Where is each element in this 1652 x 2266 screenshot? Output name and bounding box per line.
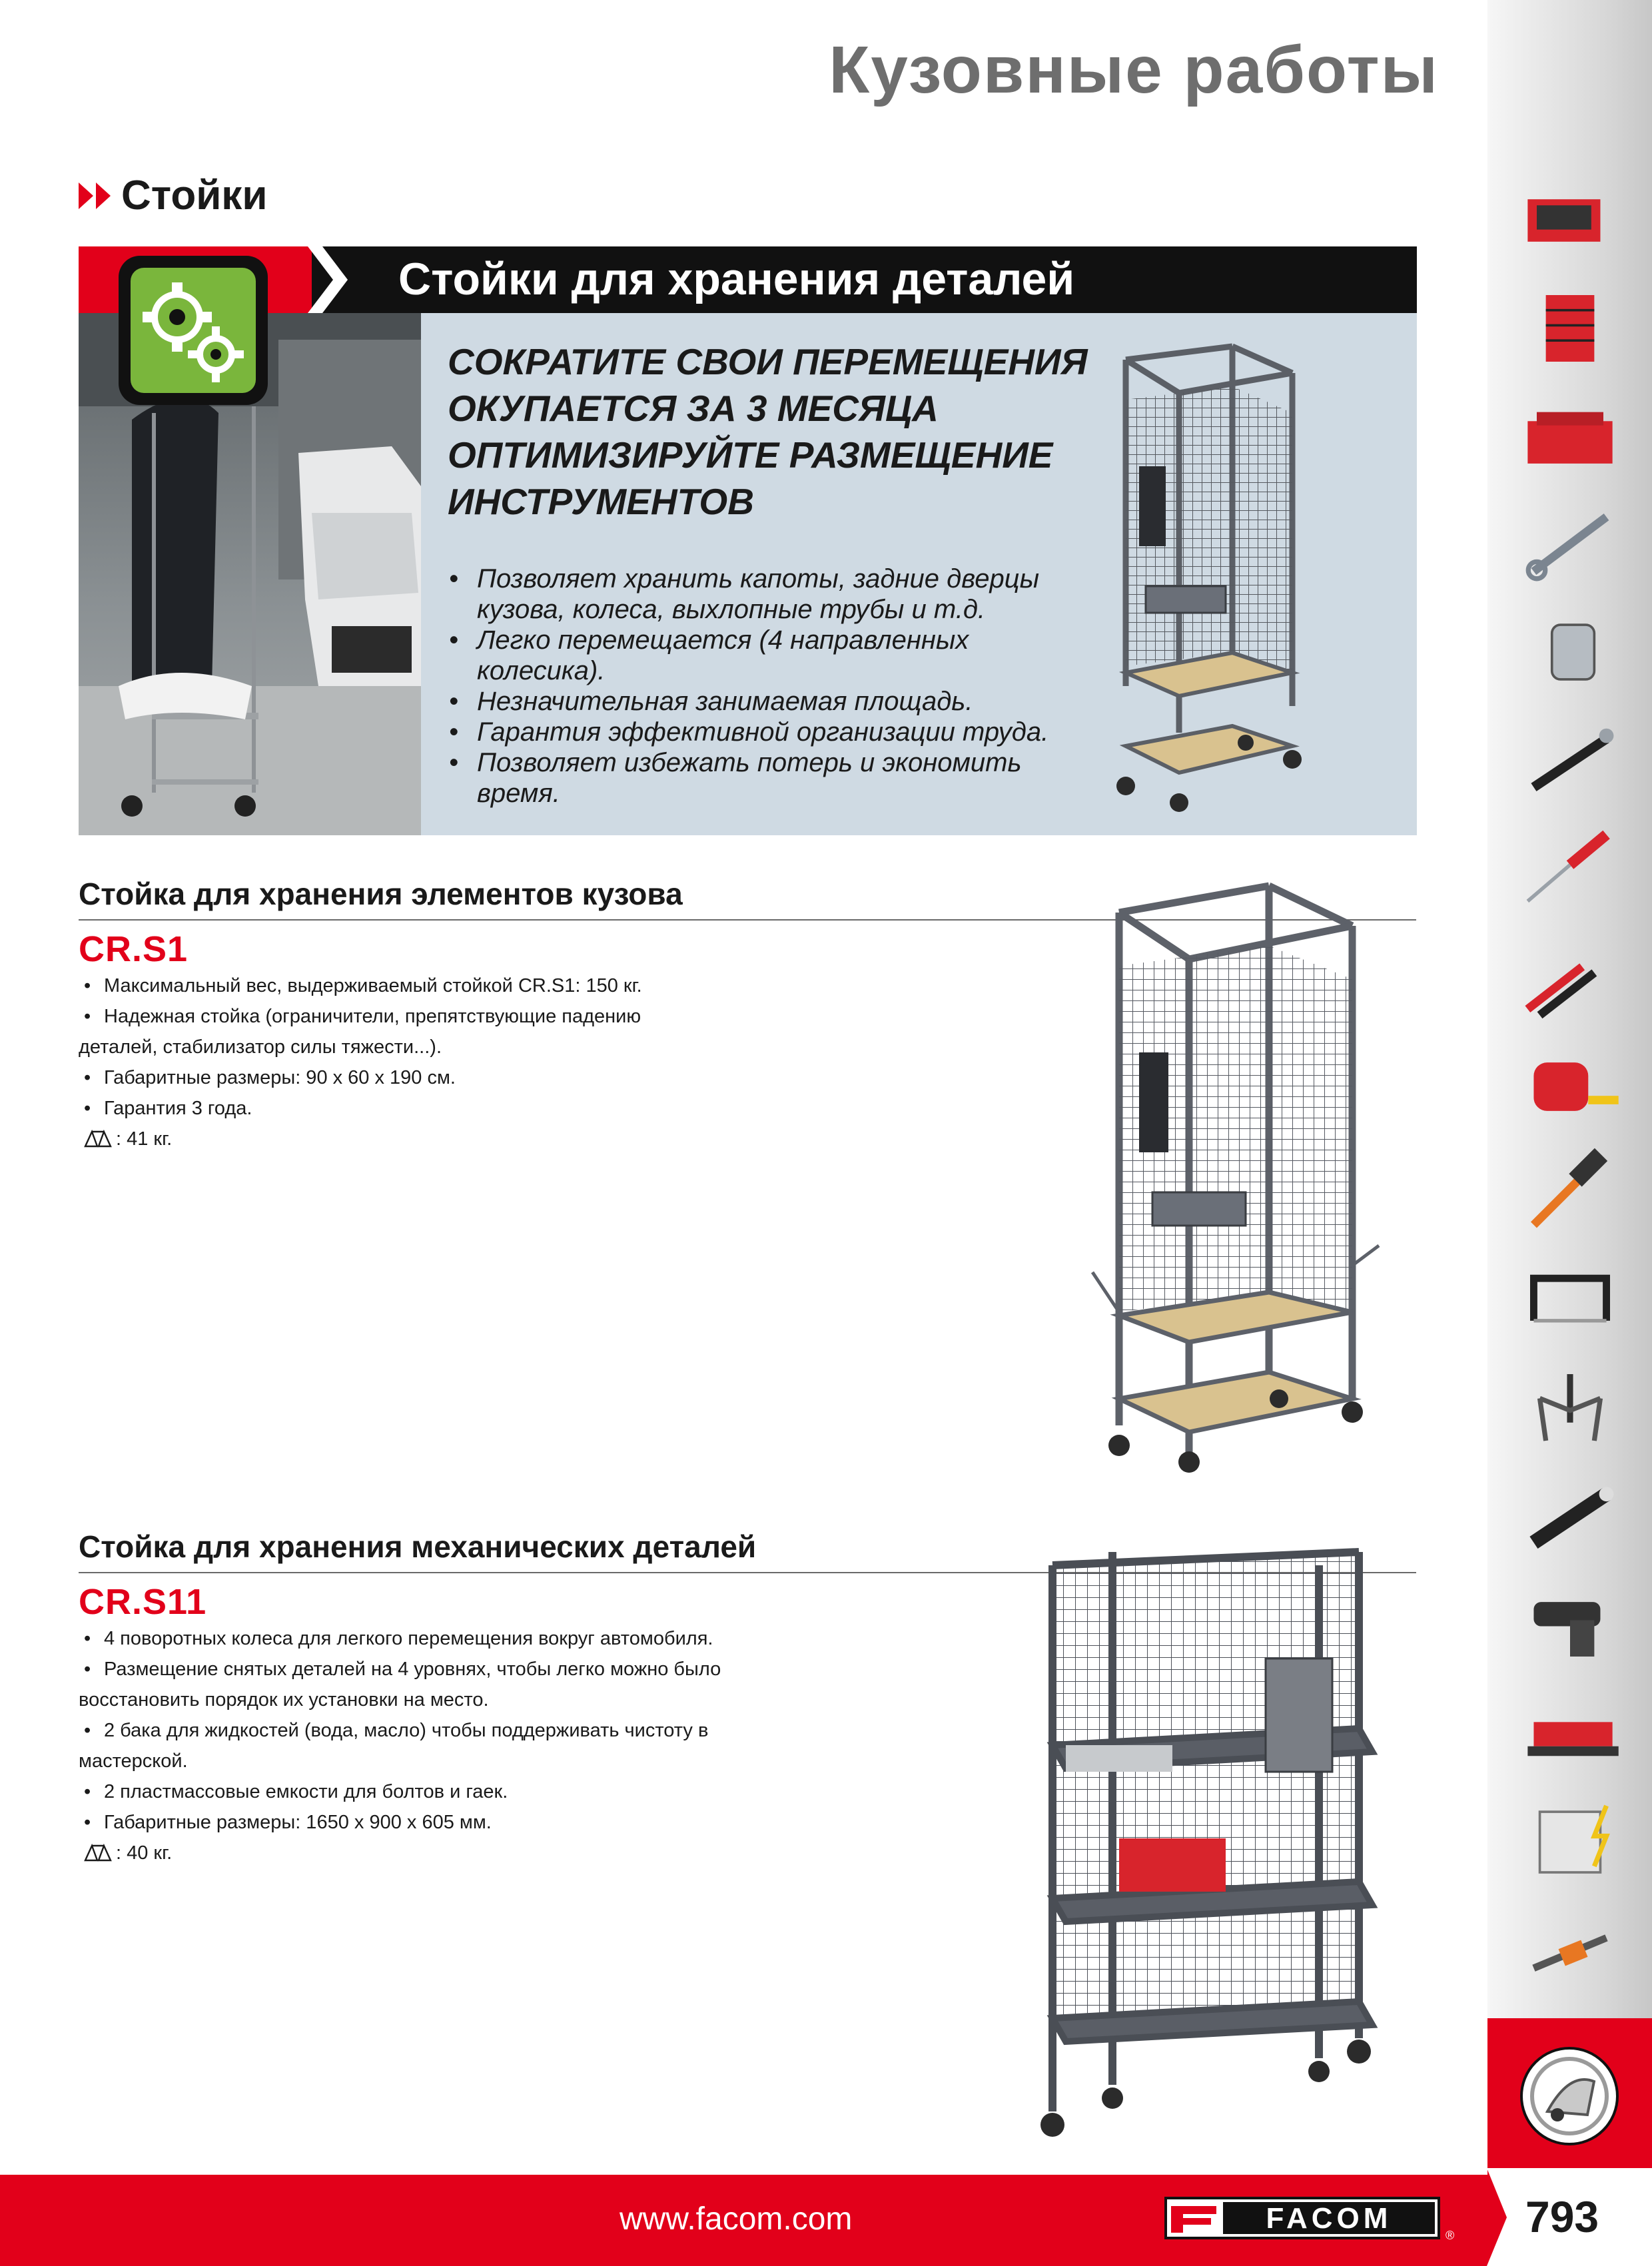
slogan-line: СОКРАТИТЕ СВОИ ПЕРЕМЕЩЕНИЯ <box>448 341 1088 382</box>
spec-line <box>79 1001 745 1032</box>
category-tab[interactable] <box>1487 1138 1652 1246</box>
spec-text: Надежная стойка (ограничители, препятствующие падению <box>104 1006 641 1027</box>
banner-title: Стойки для хранения деталей <box>398 254 1075 304</box>
section-heading <box>79 172 267 219</box>
weight-icon <box>84 1129 112 1149</box>
svg-text:FACOM: FACOM <box>1266 2202 1392 2235</box>
product-heading: Стойка для хранения элементов кузова <box>79 877 683 911</box>
spec-line <box>79 1093 745 1124</box>
double-arrow-icon <box>79 180 113 212</box>
category-tab[interactable] <box>1487 1785 1652 1893</box>
product-code: CR.S11 <box>79 1582 207 1622</box>
spec-line <box>79 1032 745 1062</box>
category-tab[interactable] <box>1487 382 1652 490</box>
spec-line <box>79 1715 745 1746</box>
socket-icon <box>1503 602 1637 702</box>
bullet: • <box>84 1720 91 1741</box>
category-tab[interactable] <box>1487 814 1652 922</box>
spec-text: 2 бака для жидкостей (вода, масло) чтобы поддерживать чистоту в <box>104 1720 709 1741</box>
hacksaw-icon <box>1503 1250 1637 1349</box>
hammer-icon <box>1503 1142 1637 1242</box>
puller-icon <box>1503 1357 1637 1457</box>
category-tab[interactable] <box>1487 598 1652 706</box>
spec-line <box>79 1746 745 1776</box>
spec-text: Максимальный вес, выдерживаемый стойкой CR.S1: 150 кг. <box>104 975 642 996</box>
page-title: Кузовные работы <box>829 33 1439 107</box>
category-tab[interactable] <box>1487 167 1652 274</box>
website-link[interactable]: www.facom.com <box>620 2201 853 2237</box>
weight-line <box>84 1838 172 1868</box>
mechanical-parts-rack-cr-s11-image <box>1039 1525 1412 2138</box>
benefit-line: колесика). <box>477 656 606 685</box>
weight-value: : 41 кг. <box>116 1128 173 1150</box>
facom-logo <box>1159 2191 1455 2245</box>
spec-line <box>79 1807 745 1838</box>
wrench-icon <box>1503 494 1637 594</box>
impact-wrench-icon <box>1503 1573 1637 1673</box>
circuit-breaker-icon <box>1503 1789 1637 1889</box>
benefit-line: • Гарантия эффективной организации труда. <box>445 717 1111 747</box>
body-parts-rack-cr-s1-image <box>1079 873 1386 1472</box>
benefit-line: кузова, колеса, выхлопные трубы и т.д. <box>477 595 986 624</box>
benefit-line: • Легко перемещается (4 направленных <box>445 625 1111 655</box>
bullet: • <box>84 1098 91 1119</box>
banner-chevron <box>308 246 348 313</box>
weight-icon <box>84 1843 112 1863</box>
category-tab[interactable] <box>1487 490 1652 598</box>
category-tab[interactable] <box>1487 1246 1652 1353</box>
weight-line <box>84 1124 172 1154</box>
bullet: • <box>84 1067 91 1088</box>
bullet: • <box>84 975 91 996</box>
tool-box-icon <box>1503 386 1637 486</box>
product-code: CR.S1 <box>79 929 189 969</box>
benefit-line: • Позволяет хранить капоты, задние дверцы <box>445 564 1111 594</box>
bullet: • <box>84 1812 91 1833</box>
spec-list <box>79 970 745 1124</box>
slogan-list <box>448 338 1114 525</box>
category-tab[interactable] <box>1487 1569 1652 1677</box>
benefit-line: • Незначительная занимаемая площадь. <box>445 686 1111 717</box>
section-title: Стойки <box>121 173 268 218</box>
roller-cabinet-icon <box>1503 278 1637 378</box>
tape-measure-icon <box>1503 1034 1637 1134</box>
bullet: • <box>84 1781 91 1802</box>
benefit-list <box>445 564 1111 809</box>
product-heading: Стойка для хранения механических деталей <box>79 1529 757 1564</box>
category-tab[interactable] <box>1487 1353 1652 1461</box>
benefit-line: • Позволяет избежать потерь и экономить <box>445 747 1111 778</box>
spec-text: 2 пластмассовые емкости для болтов и гаек. <box>104 1781 508 1802</box>
spec-text: Размещение снятых деталей на 4 уровнях, чтобы легко можно было <box>104 1659 721 1680</box>
bullet: • <box>84 1628 91 1649</box>
workshop-organisation-icon <box>116 253 270 408</box>
spec-text: деталей, стабилизатор силы тяжести...). <box>79 1036 442 1058</box>
body-parts-rack-image <box>1099 333 1392 813</box>
slogan-line: ОПТИМИЗИРУЙТЕ РАЗМЕЩЕНИЕ <box>448 434 1053 476</box>
bullet: • <box>84 1006 91 1027</box>
category-tab-list <box>1487 167 1652 2001</box>
tool-case-icon <box>1503 171 1637 270</box>
spec-text: восстановить порядок их установки на место. <box>79 1689 489 1710</box>
spec-text: Гарантия 3 года. <box>104 1098 252 1119</box>
slogan-line: ИНСТРУМЕНТОВ <box>448 481 754 522</box>
spec-text: Габаритные размеры: 90 x 60 x 190 см. <box>104 1067 456 1088</box>
active-category-tab[interactable] <box>1487 2018 1652 2175</box>
spec-line <box>79 970 745 1001</box>
pliers-icon <box>1503 926 1637 1026</box>
spec-list <box>79 1623 745 1838</box>
category-tab[interactable] <box>1487 1677 1652 1785</box>
category-tab[interactable] <box>1487 1893 1652 2001</box>
flashlight-icon <box>1503 1465 1637 1565</box>
spec-line <box>79 1062 745 1093</box>
spec-line <box>79 1685 745 1715</box>
category-tab[interactable] <box>1487 1030 1652 1138</box>
spec-line <box>79 1776 745 1807</box>
category-tab[interactable] <box>1487 706 1652 814</box>
bodywork-category-icon <box>1487 2018 1652 2175</box>
category-tab[interactable] <box>1487 274 1652 382</box>
benefit-line: время. <box>477 779 560 808</box>
category-tab[interactable] <box>1487 1461 1652 1569</box>
spec-text: 4 поворотных колеса для легкого перемещения вокруг автомобиля. <box>104 1628 713 1649</box>
torque-wrench-icon <box>1503 710 1637 810</box>
spec-line <box>79 1623 745 1654</box>
vise-icon <box>1503 1681 1637 1781</box>
bullet: • <box>84 1659 91 1680</box>
page-number: 793 <box>1525 2192 1599 2241</box>
slogan-line: ОКУПАЕТСЯ ЗА 3 МЕСЯЦА <box>448 388 939 429</box>
spec-line <box>79 1654 745 1685</box>
screwdriver-icon <box>1503 818 1637 918</box>
category-tab[interactable] <box>1487 922 1652 1030</box>
weight-value: : 40 кг. <box>116 1842 173 1864</box>
spec-text: мастерской. <box>79 1750 188 1772</box>
spring-tool-icon <box>1503 1897 1637 1997</box>
svg-text:®: ® <box>1446 2229 1455 2242</box>
spec-text: Габаритные размеры: 1650 x 900 x 605 мм. <box>104 1812 492 1833</box>
